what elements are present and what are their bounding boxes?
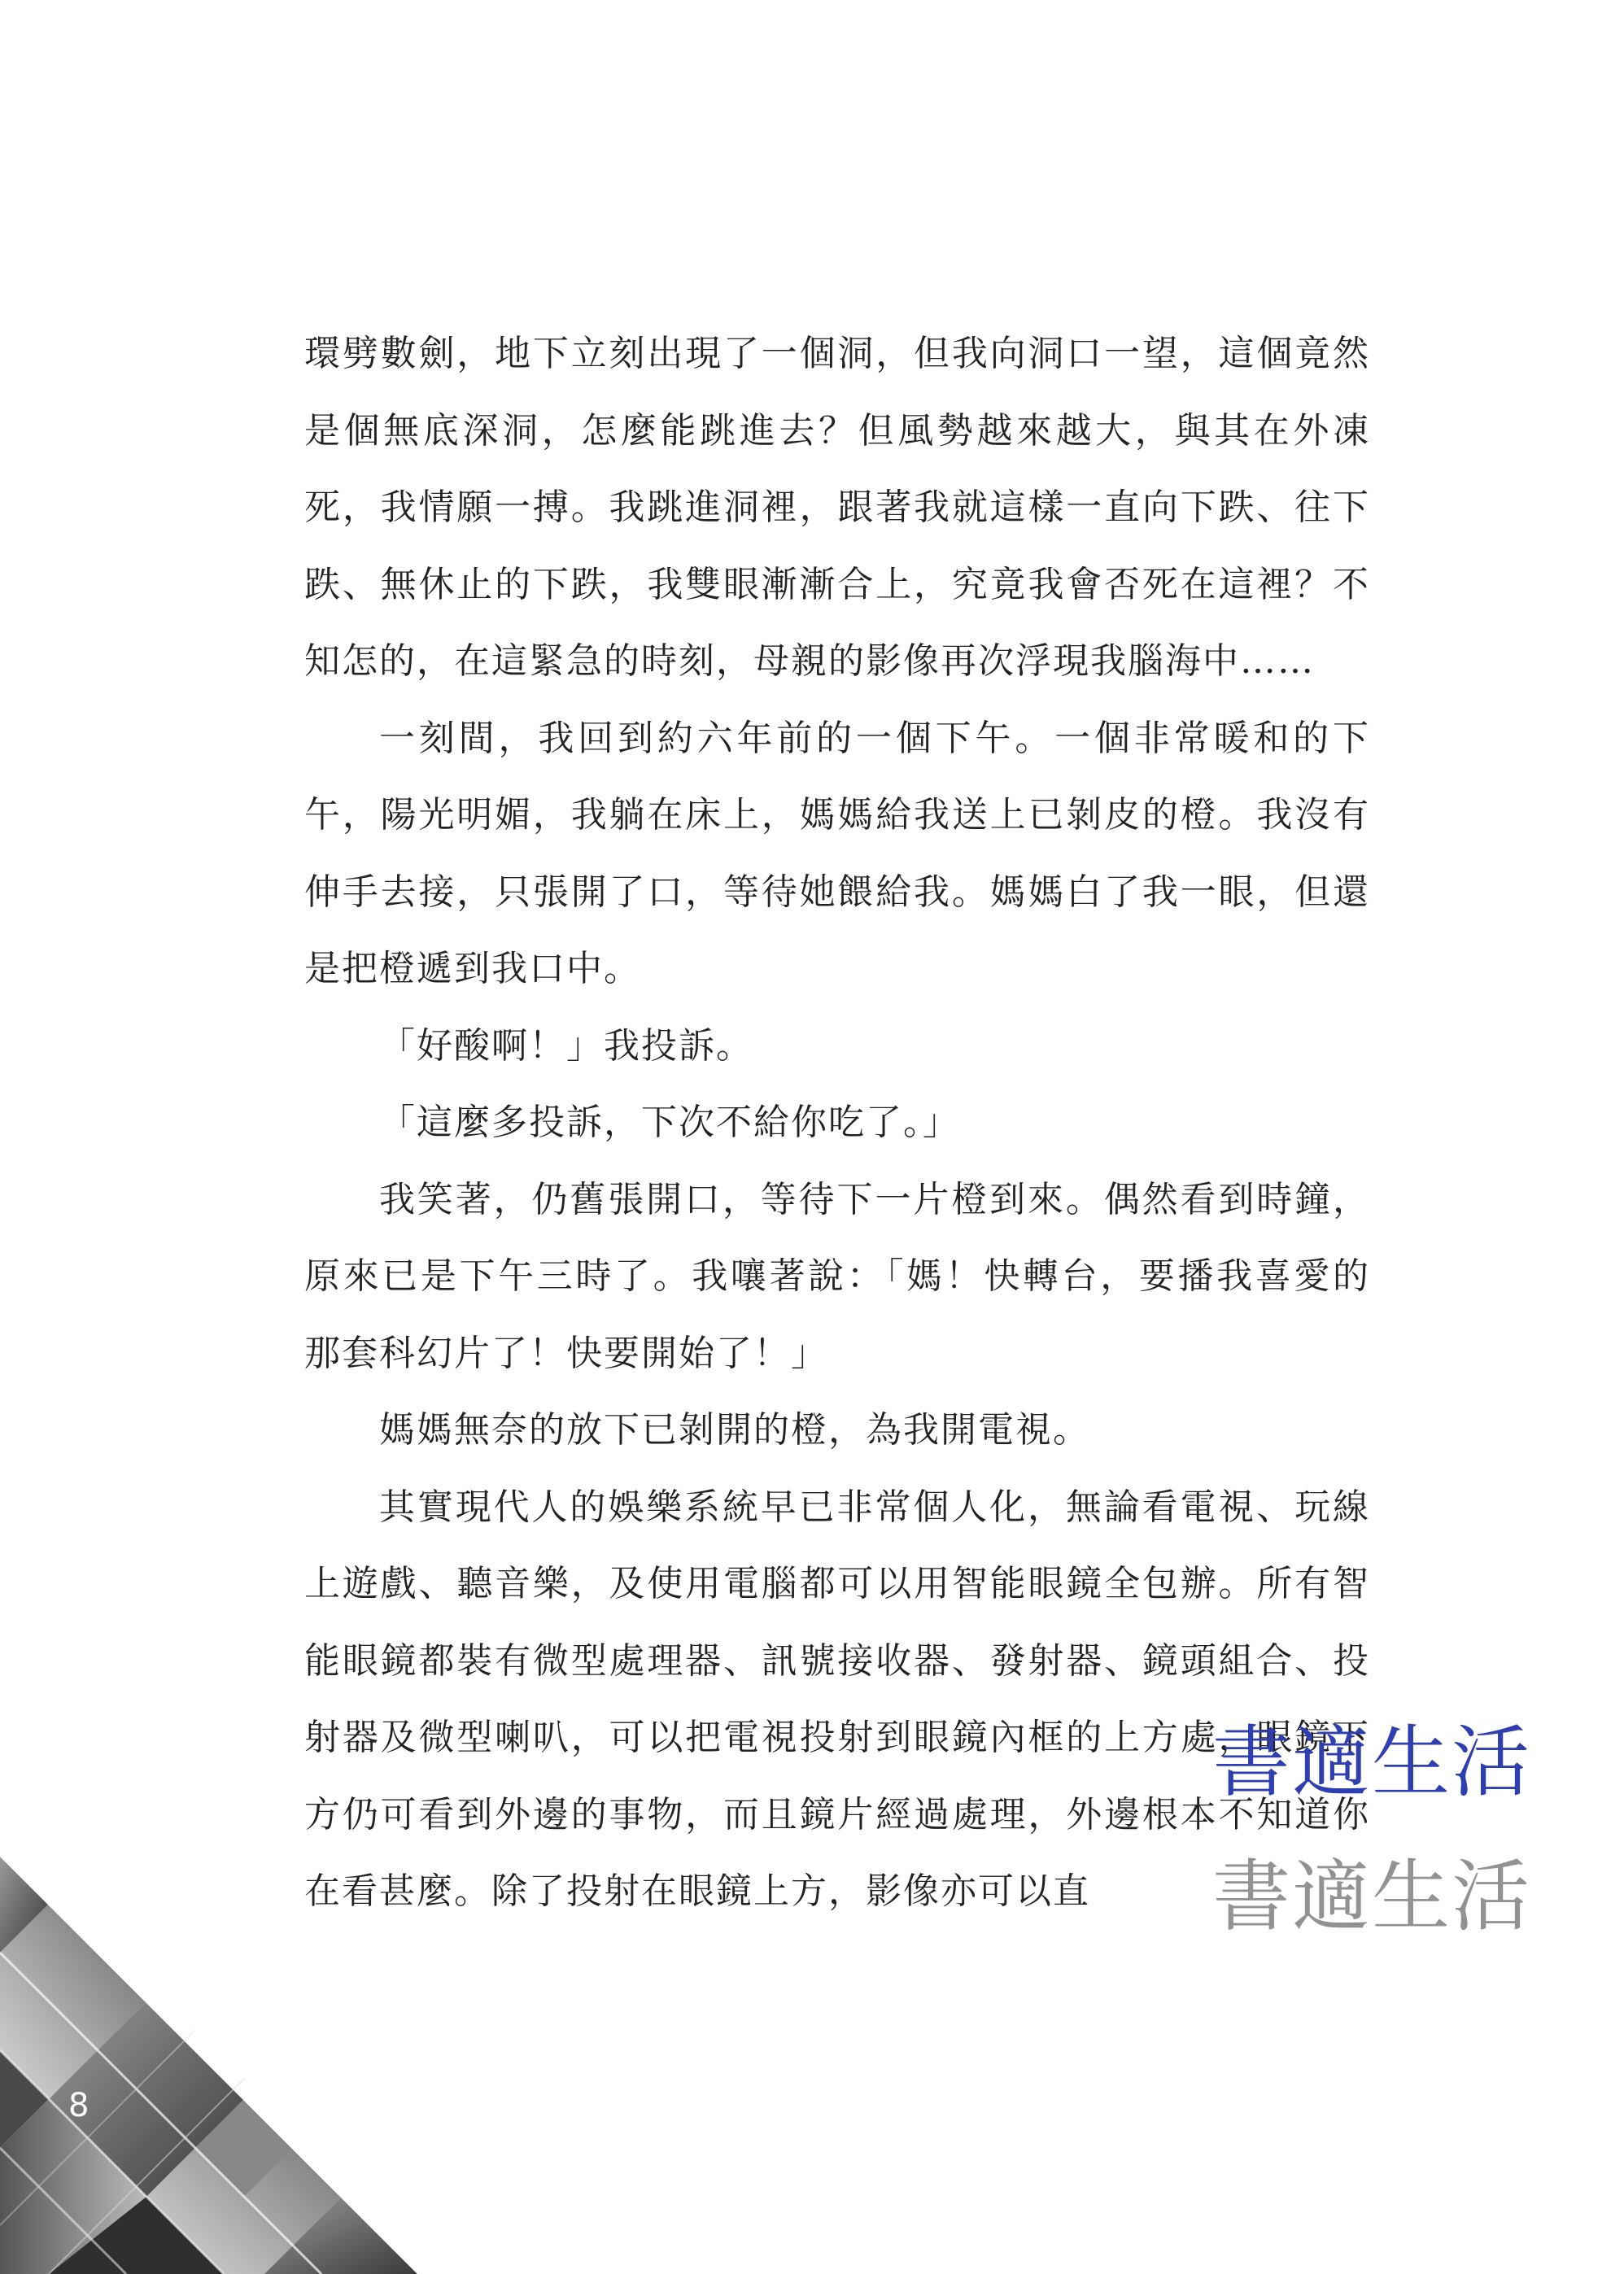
- paragraph-5: 我笑著，仍舊張開口，等待下一片橙到來。偶然看到時鐘，原來已是下午三時了。我嚷著說：「媽！快轉台，要播我喜愛的那套科幻片了！快要開始了！」: [304, 1178, 1370, 1374]
- paragraph-2: 一刻間，我回到約六年前的一個下午。一個非常暖和的下午，陽光明媚，我躺在床上，媽媽給我送上已剝皮的橙。我沒有伸手去接，只張開了口，等待她餵給我。媽媽白了我一眼，但還是把橙遞到我口中。: [304, 717, 1370, 989]
- paragraph-6: 媽媽無奈的放下已剝開的橙，為我開電視。: [379, 1409, 1090, 1451]
- watermark-gray: 書適生活: [1212, 1851, 1531, 1942]
- paragraph-4: 「這麼多投訴，下次不給你吃了。」: [379, 1102, 960, 1143]
- paragraph-7: 其實現代人的娛樂系統早已非常個人化，無論看電視、玩線上遊戲、聽音樂，及使用電腦都可以用智能眼鏡全包辦。所有智能眼鏡都裝有微型處理器、訊號接收器、發射器、鏡頭組合、投射器及微型喇叭，可以把電視投射到眼鏡內框的上方處，眼鏡下方仍可看到外邊的事物，而且鏡片經過處理，外邊根本不知道你在看甚麼。除了投射在眼鏡上方，影像亦可以直: [304, 1486, 1370, 1912]
- paragraph-3: 「好酸啊！」我投訴。: [379, 1024, 753, 1067]
- body-text: [304, 316, 1370, 1931]
- page-number: 8: [68, 2087, 89, 2124]
- corner-decoration: [0, 1855, 423, 2274]
- watermark-blue: 書適生活: [1212, 1717, 1531, 1808]
- paragraph-1: 環劈數劍，地下立刻出現了一個洞，但我向洞口一望，這個竟然是個無底深洞，怎麼能跳進去？但風勢越來越大，與其在外凍死，我情願一搏。我跳進洞裡，跟著我就這樣一直向下跌、往下跌、無休止的下跌，我雙眼漸漸合上，究竟我會否死在這裡？不知怎的，在這緊急的時刻，母親的影像再次浮現我腦海中……: [304, 333, 1370, 682]
